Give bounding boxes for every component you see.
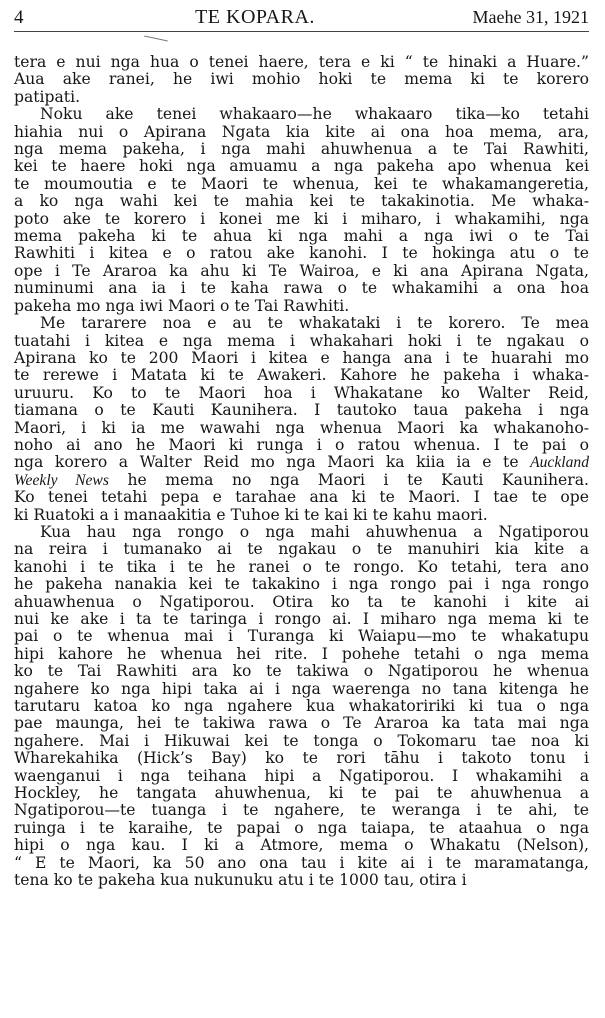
text-line: Weekly News he mema no nga Maori i te Kauti Kaunihera. [14,470,589,489]
text-line: nga mema pakeha, i nga mahi ahuwhenua a te Tai Rawhiti, [14,140,589,159]
italic-publication-name: Weekly News [14,471,109,489]
text-line: tera e nui nga hua o tenei haere, tera e ki “ te hinaki a Huare.” [14,53,589,71]
text-line: kei te haere hoki nga amuamu a nga pakeha apo whenua kei [14,157,589,176]
text-line: Noku ake tenei whakaaro—he whakaaro tika—ko tetahi [40,105,589,124]
text-line: ki Ruatoki a i manaakitia e Tuhoe ki te kai ki te kahu maori. [14,505,488,524]
text-line: waenganui i nga teihana hipi a Ngatiporou. I whakamihi a [14,766,589,785]
text-line: tarutaru katoa ko nga ngahere kua whakatoririki ki tua o nga [14,697,589,716]
text-line: pae maunga, hei te takiwa rawa o Te Araroa ka tata mai nga [14,714,589,733]
text-line: uruuru. Ko to te Maori hoa i Whakatane ko Walter Reid, [14,383,589,402]
text-line: patipati. [14,87,81,106]
stray-mark [144,36,168,42]
text-line: Kua hau nga rongo o nga mahi ahuwhenua a Ngatiporou [40,522,589,541]
text-line: na reira i tumanako ai te ngakau o te manuhiri kia kite a [14,540,589,559]
text-line: Hockley, he tangata ahuwhenua, ki te pai te ahuwhenua a [14,784,589,803]
text-line: Ngatiporou—te tuanga i te ngahere, te weranga i te ahi, te [14,801,589,820]
text-line: te moumoutia e te Maori te whenua, kei te whakamangeretia, [14,174,589,193]
text-line: hipi kahore he whenua hei rite. I pohehe tetahi o nga mema [14,644,589,663]
text-line: nga korero a Walter Reid mo nga Maori ka kiia ia e te Auckland [14,453,589,472]
text-line: tena ko te pakeha kua nukunuku atu i te 1000 tau, otira i [14,871,467,890]
text-line: pakeha mo nga iwi Maori o te Tai Rawhiti. [14,296,350,315]
text-line: ruinga i te karaihe, te papai o nga taiapa, te ataahua o nga [14,818,589,837]
publication-title: TE KOPARA. [195,6,315,28]
text-line: hiahia nui o Apirana Ngata kia kite ai ona hoa mema, ara, [14,122,589,141]
text-line: ngahere ko nga hipi taka ai i nga waerenga no tana kitenga he [14,679,589,698]
text-line: poto ake te korero i konei me ki i miharo, i whakamihi, nga [14,209,589,228]
text-line: tuatahi i kitea e nga mema i whakahari hoki i te ngakau o [14,331,589,350]
text-line: numinumi ana ia i te kaha rawa o te whakamihi a ona hoa [14,279,589,298]
article-body [14,54,589,890]
italic-publication-name: Auckland [530,454,589,472]
text-line: Apirana ko te 200 Maori i kitea e hanga ana i te huarahi mo [14,348,589,367]
text-line: a ko nga wahi kei te mahia kei te takakinotia. Me whaka- [14,192,589,211]
text-line: he pakeha nanakia kei te takakino i nga rongo pai i nga rongo [14,575,589,594]
text-line: noho ai ano he Maori ki runga i o ratou whenua. I te pai o [14,435,589,454]
paragraph [14,106,589,315]
text-line: ngahere. Mai i Hikuwai kei te tonga o Tokomaru tae noa ki [14,731,589,750]
text-line: pai o te whenua mai i Turanga ki Waiapu—mo te whakatupu [14,627,589,646]
text-line: mema pakeha ki te ahua ki nga mahi a nga iwi o te Tai [14,227,589,246]
text-line: ko te Tai Rawhiti ara ko te takiwa o Ngatiporou he whenua [14,662,589,681]
text-line: Rawhiti i kitea e o ratou ake kanohi. I te hokinga atu o te [14,244,589,263]
text-line: kanohi i te tika i te he ranei o te rongo. Ko tetahi, tera ano [14,557,589,576]
paragraph [14,524,589,890]
text-line: te rerewe i Matata ki te Awakeri. Kahore he pakeha i whaka- [14,366,589,385]
text-line: tiamana o te Kauti Kaunihera. I tautoko taua pakeha i nga [14,401,589,420]
issue-date: Maehe 31, 1921 [472,7,589,27]
text-line: Me tararere noa e au te whakataki i te korero. Te mea [40,314,589,333]
page-number: 4 [14,7,24,28]
paragraph [14,315,589,524]
text-line: Ko tenei tetahi pepa e tarahae ana ki te Maori. I tae te ope [14,488,589,507]
page-header [14,4,589,32]
text-line: Wharekahika (Hick’s Bay) ko te rori tāhu i takoto tonu i [14,749,589,768]
text-line: nui ke ake i ta te taringa i rongo ai. I miharo nga mema ki te [14,610,589,628]
text-line: Aua ake ranei, he iwi mohio hoki te mema ki te korero [14,70,589,89]
text-line: ahuawhenua o Ngatiporou. Otira ko ta te kanohi i kite ai [14,592,589,611]
text-line: ope i Te Araroa ka ahu ki Te Wairoa, e ki ana Apirana Ngata, [14,261,589,280]
text-line: “ E te Maori, ka 50 ano ona tau i kite ai i te maramatanga, [14,853,589,872]
text-line: Maori, i ki ia me wawahi nga whenua Maori ka whakanoho- [14,418,589,437]
text-line: hipi o nga kau. I ki a Atmore, mema o Whakatu (Nelson), [14,836,589,855]
paragraph [14,54,589,106]
